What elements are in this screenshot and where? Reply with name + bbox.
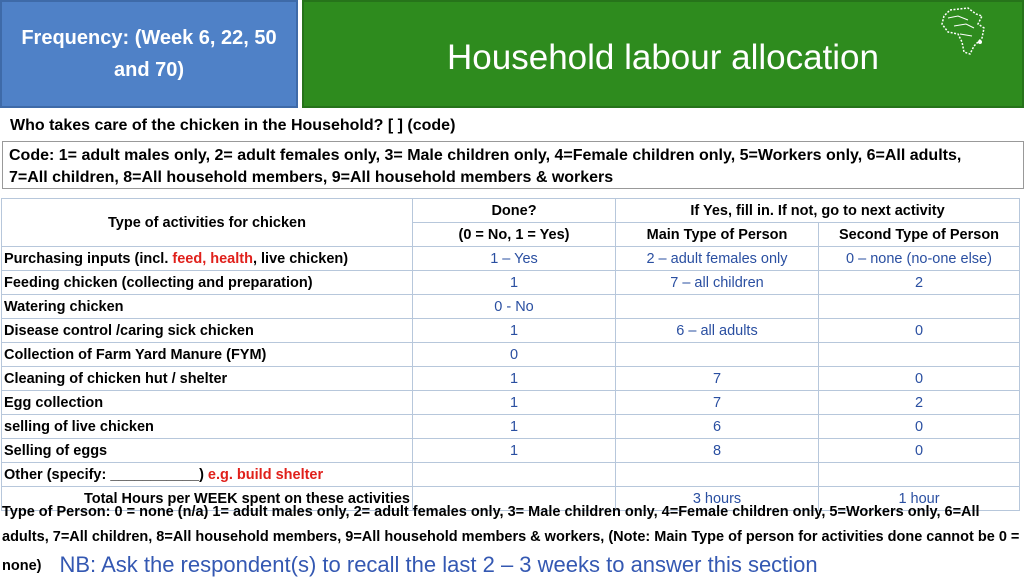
activity-highlight: feed, health [172, 250, 253, 267]
done-cell: 1 [413, 319, 616, 343]
second-cell: 0 – none (no-one else) [819, 247, 1020, 271]
done-cell [413, 463, 616, 487]
main-cell: 7 – all children [616, 271, 819, 295]
activity-label: Purchasing inputs (incl. [4, 250, 173, 267]
activity-label: Disease control /caring sick chicken [4, 322, 254, 339]
activity-cell [2, 271, 413, 295]
table-row [2, 319, 1020, 343]
second-cell: 0 [819, 319, 1020, 343]
main-cell: 8 [616, 439, 819, 463]
activity-cell [2, 463, 413, 487]
question-text: Who takes care of the chicken in the Household? [ ] (code) [10, 117, 456, 134]
activity-highlight: e.g. build shelter [207, 466, 324, 483]
activity-cell [2, 319, 413, 343]
second-cell: 0 [819, 439, 1020, 463]
table-row [2, 391, 1020, 415]
done-cell: 1 – Yes [413, 247, 616, 271]
done-cell: 1 [413, 439, 616, 463]
frequency-box [0, 0, 298, 108]
total-main: 3 hours [616, 487, 819, 511]
total-label: Total Hours per WEEK spent on these activities [2, 487, 413, 511]
activity-label: selling of live chicken [4, 418, 154, 435]
table-row [2, 247, 1020, 271]
main-cell [616, 463, 819, 487]
activity-cell [2, 439, 413, 463]
title-bar [302, 0, 1024, 108]
total-second: 1 hour [819, 487, 1020, 511]
africa-map-logo-icon [938, 6, 992, 56]
done-cell: 1 [413, 391, 616, 415]
table-row [2, 367, 1020, 391]
type-of-person-note: Type of Person: 0 = none (n/a) 1= adult males only, 2= adult females only, 3= Male children only, 4=Female children only, 5=Workers only, 6=All adults, 7=All children, 8=All household members, 9=All household members & workers, (Note: Main Type of person for activities done cannot be 0 = none) [2, 504, 1020, 574]
main-cell: 2 – adult females only [616, 247, 819, 271]
main-cell [616, 295, 819, 319]
table-row [2, 295, 1020, 319]
header-activity: Type of activities for chicken [2, 199, 413, 247]
main-cell: 6 [616, 415, 819, 439]
second-cell [819, 343, 1020, 367]
table-row [2, 271, 1020, 295]
page-title: Household labour allocation [447, 38, 879, 77]
header-main-person: Main Type of Person [616, 223, 819, 247]
second-cell: 2 [819, 271, 1020, 295]
activity-cell [2, 415, 413, 439]
second-cell [819, 463, 1020, 487]
main-cell [616, 343, 819, 367]
activity-label: Selling of eggs [4, 442, 108, 459]
activities-table [1, 198, 1020, 511]
nb-instruction: NB: Ask the respondent(s) to recall the last 2 – 3 weeks to answer this section [59, 552, 818, 577]
table-row [2, 463, 1020, 487]
activity-cell [2, 247, 413, 271]
table-header-row [2, 199, 1020, 223]
done-cell: 1 [413, 367, 616, 391]
activity-label: Watering chicken [4, 298, 124, 315]
main-cell: 7 [616, 391, 819, 415]
done-cell: 1 [413, 271, 616, 295]
second-cell: 2 [819, 391, 1020, 415]
footer-note [2, 500, 1022, 579]
activity-cell [2, 367, 413, 391]
main-cell: 6 – all adults [616, 319, 819, 343]
activity-label: Cleaning of chicken hut / shelter [4, 370, 228, 387]
done-cell: 1 [413, 415, 616, 439]
activity-cell [2, 295, 413, 319]
frequency-text: Frequency: (Week 6, 22, 50 and 70) [21, 27, 277, 81]
code-line-2: 7=All children, 8=All household members, 9=All household members & workers [9, 169, 614, 186]
code-line-1: Code: 1= adult males only, 2= adult females only, 3= Male children only, 4=Female children only, 5=Workers only, 6=All adults, [9, 147, 962, 164]
header-done: Done? [413, 199, 616, 223]
activity-label: Egg collection [4, 394, 104, 411]
table-row [2, 343, 1020, 367]
second-cell: 0 [819, 367, 1020, 391]
activity-label: Feeding chicken (collecting and preparation) [4, 274, 313, 291]
activity-cell [2, 343, 413, 367]
header-done-sub: (0 = No, 1 = Yes) [413, 223, 616, 247]
done-cell: 0 [413, 343, 616, 367]
table-row [2, 439, 1020, 463]
activity-label-end: , live chicken) [252, 250, 349, 267]
second-cell: 0 [819, 415, 1020, 439]
activity-label: Other (specify: ___________) [4, 466, 208, 483]
main-cell: 7 [616, 367, 819, 391]
table-row [2, 415, 1020, 439]
header-second-person: Second Type of Person [819, 223, 1020, 247]
activity-cell [2, 391, 413, 415]
code-legend-box [2, 141, 1024, 189]
activity-label: Collection of Farm Yard Manure (FYM) [4, 346, 267, 363]
header-if-yes: If Yes, fill in. If not, go to next activity [616, 199, 1020, 223]
second-cell [819, 295, 1020, 319]
done-cell: 0 - No [413, 295, 616, 319]
